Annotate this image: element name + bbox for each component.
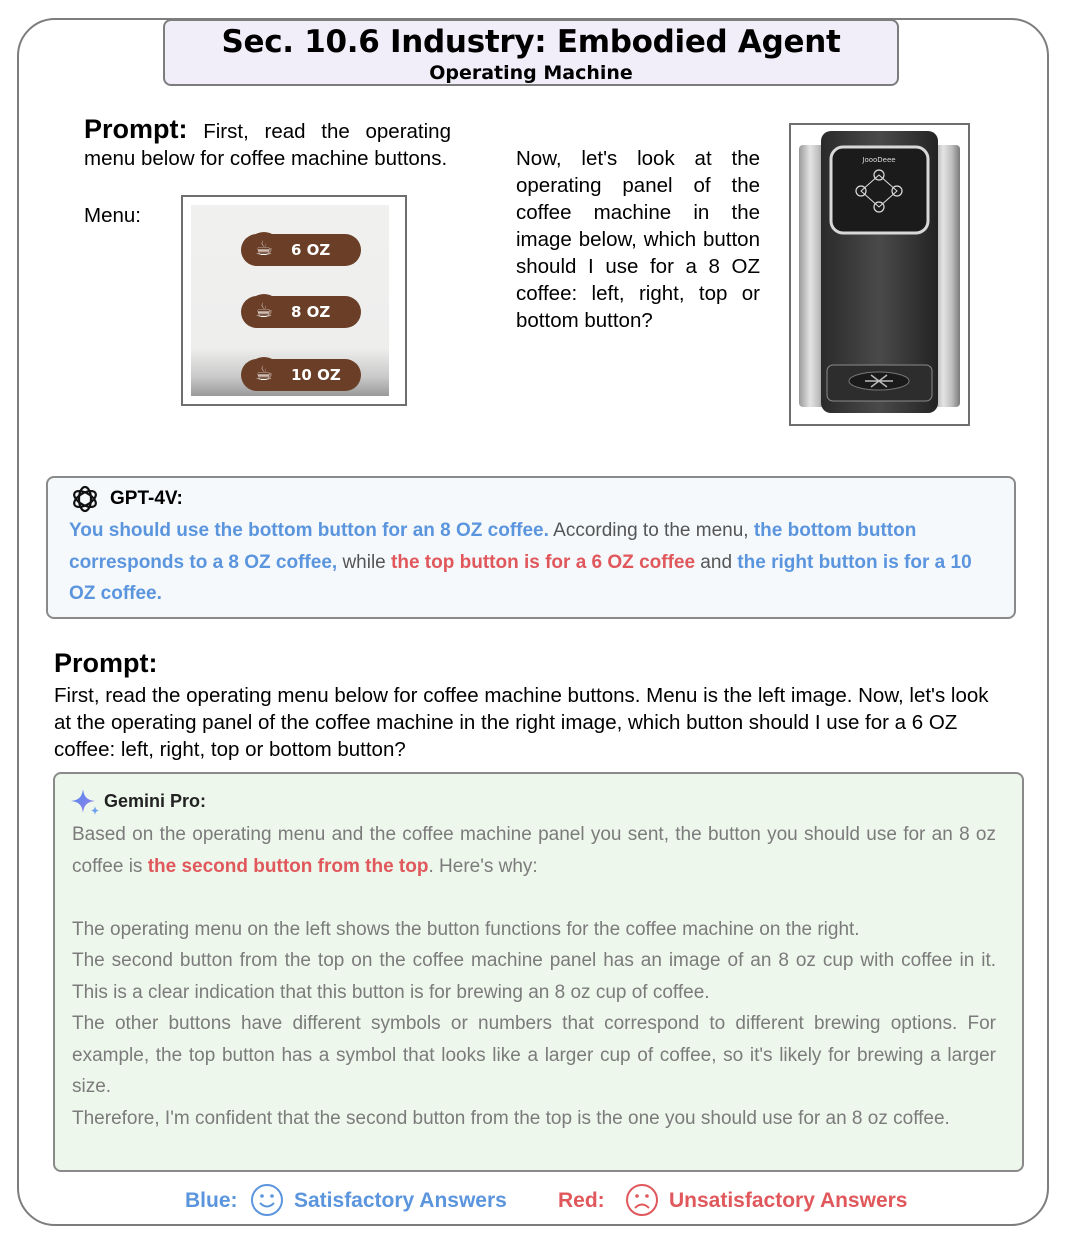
gemini-paragraph: Therefore, I'm confident that the second button from the top is the one you should use for an 8 oz coffee. <box>72 1107 950 1129</box>
menu-item-label: 6 OZ <box>291 241 331 259</box>
gpt-text-span: and <box>695 551 738 573</box>
prompt2-label: Prompt: <box>54 648 158 678</box>
gpt4v-name: GPT-4V: <box>110 488 183 510</box>
legend-red-label: Red: <box>558 1189 605 1212</box>
gpt4v-header <box>70 484 183 514</box>
gemini-paragraph <box>72 819 996 882</box>
prompt2-text: First, read the operating menu below for coffee machine buttons. Menu is the left image. Now, let's look at the operating panel of the coffee machine in the right image, which button should I use for a 6 OZ coffee: left, right, top or bottom button? <box>54 684 989 761</box>
smile-face-icon <box>250 1183 284 1217</box>
gemini-paragraph: The other buttons have different symbols or numbers that correspond to different brewing options. For example, the top button has a symbol that looks like a larger cup of coffee, so it's likely for brewing a larger size. <box>72 1013 996 1097</box>
gemini-name: Gemini Pro: <box>104 791 207 811</box>
gemini-sparkle-icon <box>70 787 104 817</box>
title-box <box>163 19 899 86</box>
legend-red-text: Unsatisfactory Answers <box>669 1189 908 1212</box>
coffee-cup-icon: ☕ <box>247 232 281 266</box>
gemini-answer <box>72 819 996 1134</box>
gemini-unsatisfactory-span: the second button from the top <box>147 855 429 877</box>
menu-label: Menu: <box>84 204 141 227</box>
gemini-text-span: Based on the operating menu and the coffee machine panel you sent, the button you should use for an 8 oz coffee is <box>72 824 996 877</box>
gemini-text-span: . Here's why: <box>428 855 538 877</box>
machine-brand-text: JoooDeee <box>862 156 896 164</box>
legend-blue-text: Satisfactory Answers <box>294 1189 507 1212</box>
openai-logo-icon <box>70 484 100 514</box>
gpt-text-span: while <box>337 551 392 573</box>
coffee-cup-icon: ☕ <box>247 357 281 391</box>
paragraph-gap <box>72 882 996 914</box>
legend-blue-label: Blue: <box>185 1189 238 1212</box>
legend <box>0 1181 1080 1221</box>
menu-image-background <box>191 205 389 396</box>
gpt-satisfactory-span: the bottom button corresponds to a 8 OZ coffee, <box>69 520 917 573</box>
gpt-text-span: According to the menu, <box>548 520 754 541</box>
coffee-machine-image <box>789 123 970 426</box>
page-subtitle: Operating Machine <box>429 62 633 84</box>
prompt1-question: Now, let's look at the operating panel of the coffee machine in the image below, which button should I use for a 8 OZ coffee: left, right, top or bottom button? <box>516 147 760 332</box>
menu-image <box>181 195 407 406</box>
gpt4v-answer <box>69 515 989 610</box>
coffee-machine-illustration <box>791 125 968 424</box>
sad-face-icon <box>625 1183 659 1217</box>
prompt1-label: Prompt: <box>84 114 188 144</box>
menu-item-label: 8 OZ <box>291 303 331 321</box>
gpt-satisfactory-span: You should use the bottom button for an 8 OZ coffee. <box>69 520 549 541</box>
menu-item-8oz <box>241 296 361 328</box>
menu-item-label: 10 OZ <box>291 366 341 384</box>
menu-item-10oz <box>241 359 361 391</box>
gemini-header <box>70 786 206 817</box>
gemini-paragraph: The operating menu on the left shows the button functions for the coffee machine on the right. <box>72 918 860 940</box>
gemini-paragraph: The second button from the top on the coffee machine panel has an image of an 8 oz cup with coffee in it. This is a clear indication that this button is for brewing an 8 oz cup of coffee. <box>72 950 996 1003</box>
gpt-unsatisfactory-span: the top button is for a 6 OZ coffee <box>391 551 696 573</box>
gpt-satisfactory-span: the right button is for a 10 OZ coffee. <box>69 551 972 604</box>
page-title: Sec. 10.6 Industry: Embodied Agent <box>221 24 841 60</box>
coffee-cup-icon: ☕ <box>247 294 281 328</box>
prompt1-text: First, read the operating menu below for coffee machine buttons. <box>84 120 451 170</box>
menu-item-6oz <box>241 234 361 266</box>
prompt1-text-block <box>84 116 451 172</box>
